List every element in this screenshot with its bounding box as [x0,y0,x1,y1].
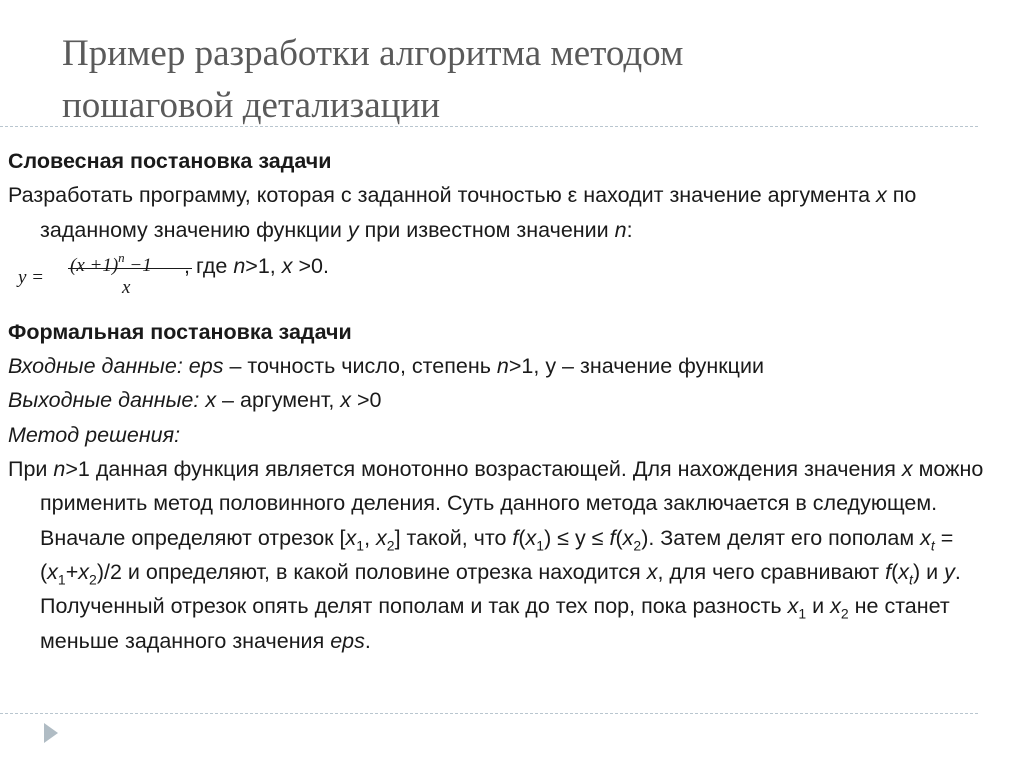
text: при известном значении [358,217,615,242]
verbal-paragraph [8,178,998,247]
text: + [65,559,79,584]
var-x: x [876,183,887,208]
text: ). Затем делят его пополам [641,525,921,550]
var-x: x [898,559,910,584]
formula [18,241,198,305]
method-label: Метод решения: [8,422,181,447]
text: >1 данная функция является монотонно возрастающей. Для нахождения значения [65,457,902,482]
input-line [8,349,998,383]
text: ) ≤ y ≤ [544,525,610,550]
footer-divider [0,713,978,714]
text: можно применить метод половинного деления. Суть данного метода заключается в следующем. Вначале определяют отрезок [ [40,457,984,550]
method-paragraph [8,452,998,658]
var-n: n [53,457,66,482]
output-line [8,383,998,417]
formal-heading: Формальная постановка задачи [8,319,352,344]
subscript: 2 [840,605,849,622]
var-y: y [944,559,955,584]
text: , где [184,253,234,278]
var-x: x [830,594,841,619]
subscript: t [909,571,913,588]
text: , для чего сравнивают [657,559,886,584]
var-f: f [512,525,519,550]
var-x: x [205,388,217,413]
title-line-2: пошаговой детализации [62,85,441,126]
output-label: Выходные данные: [8,388,206,413]
num-exponent: n [118,249,125,265]
var-x: x [787,594,799,619]
var-eps: eps [188,354,224,379]
text: : [626,217,633,242]
slide-body [8,144,998,658]
subscript: 2 [386,536,395,553]
subscript: 2 [633,536,642,553]
text: . Полученный отрезок опять делят пополам и так до тех пор, пока разность [40,559,961,619]
var-eps: eps [330,628,365,653]
var-n: n [496,354,509,379]
text: Разработать программу, которая с заданной точностью [8,183,568,208]
subscript: 1 [356,536,365,553]
text: >0. [292,253,329,278]
formula-condition [184,249,329,283]
text: – аргумент, [216,388,341,413]
text: по заданному значению функции [40,183,917,242]
var-n: n [614,217,627,242]
slide-title [62,28,962,132]
text: находит значение аргумента [577,183,877,208]
text: , [364,525,377,550]
input-label: Входные данные: [8,354,189,379]
num-tail: −1 [124,254,152,276]
text: ( [518,525,526,550]
text: ( [891,559,899,584]
text: . [364,628,371,653]
text: >1, [245,253,282,278]
text: = ( [40,525,954,584]
text: ( [615,525,623,550]
var-x: x [78,559,90,584]
fraction-bar [68,268,192,269]
text: При [8,457,54,482]
text: >0 [351,388,382,413]
var-x: x [901,457,913,482]
var-x: x [47,559,58,584]
text: – точность число, степень [223,354,497,379]
text: не станет меньше заданного значения [40,594,950,653]
subscript: 1 [536,536,545,553]
subscript: 1 [798,605,807,622]
var-x: x [340,388,352,413]
var-x: x [646,559,658,584]
var-x: x [376,525,387,550]
formula-lhs: y = [18,266,45,288]
subscript: 1 [57,571,66,588]
formula-row [8,247,998,305]
text: )/2 и определяют, в какой половине отрезка находится [96,559,647,584]
epsilon-symbol: ε [567,183,578,208]
var-x: x [920,525,931,550]
num-base: (x +1) [70,254,119,276]
verbal-heading: Словесная постановка задачи [8,149,332,173]
text: и [806,594,831,619]
var-x: x [281,253,293,278]
text: >1, y – значение функции [508,354,764,379]
var-x: x [345,525,357,550]
text: ] такой, что [394,525,513,550]
var-f: f [885,559,892,584]
var-f: f [609,525,616,550]
var-x: x [622,525,634,550]
subscript: t [930,536,935,553]
var-x: x [525,525,537,550]
subscript: 2 [89,571,97,588]
triangle-arrow-icon [44,723,58,743]
var-y: y [347,217,359,242]
formula-denominator: x [122,276,131,298]
text: ) и [912,559,945,584]
formula-numerator [70,241,152,283]
title-divider [0,126,978,127]
title-line-1: Пример разработки алгоритма методом [62,33,684,74]
var-n: n [233,253,246,278]
